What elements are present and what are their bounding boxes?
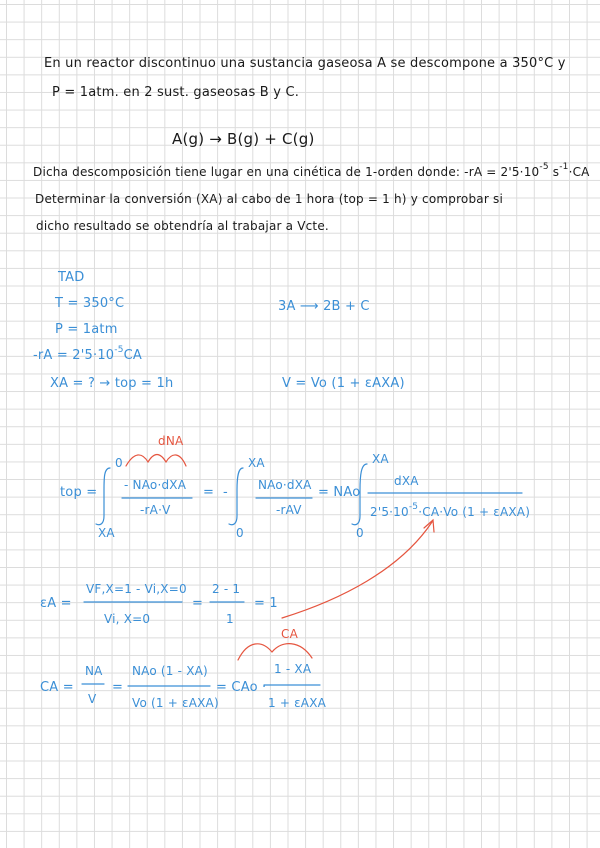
- data-rate: [33, 345, 143, 363]
- integral-1-denominator: -rA·V: [140, 503, 171, 517]
- integral-3-den-text: 2'5·10: [370, 505, 409, 519]
- integral-equals-2: = NAo: [318, 485, 361, 500]
- concentration-equals-1: =: [112, 680, 124, 695]
- epsilon-denominator-2: 1: [226, 612, 234, 626]
- statement-line-1: En un reactor discontinuo una sustancia gaseosa A se descompone a 350°C y: [44, 56, 566, 71]
- statement-line-3: [33, 162, 590, 179]
- integral-3-lower: 0: [356, 526, 364, 540]
- epsilon-result: = 1: [254, 596, 278, 611]
- integral-3-den-tail: ·CA·Vo (1 + εAXA): [418, 505, 531, 519]
- statement-line-4: Determinar la conversión (XA) al cabo de 1 hora (top = 1 h) y comprobar si: [35, 192, 503, 206]
- integral-2-lower: 0: [236, 526, 244, 540]
- integral-3-upper: XA: [372, 452, 389, 466]
- integral-1-lower: XA: [98, 526, 115, 540]
- concentration-numerator-2: NAo (1 - XA): [132, 664, 208, 678]
- concentration-lhs: CA =: [40, 680, 74, 695]
- integral-2-numerator: NAo·dXA: [258, 478, 312, 492]
- statement-line-5: dicho resultado se obtendría al trabajar a Vcte.: [36, 219, 329, 233]
- data-rate-exp: -5: [114, 345, 124, 355]
- concentration-denominator-2: Vo (1 + εAXA): [132, 696, 219, 710]
- integral-1-upper: 0: [115, 456, 123, 470]
- epsilon-denominator: Vi, X=0: [104, 612, 151, 626]
- concentration-denominator-1: V: [88, 692, 97, 706]
- data-rate-tail: CA: [123, 348, 143, 363]
- note-ca: CA: [281, 627, 298, 641]
- reaction-equation: A(g) → B(g) + C(g): [172, 130, 315, 148]
- integral-2-upper: XA: [248, 456, 265, 470]
- integral-3-numerator: dXA: [394, 474, 419, 488]
- integral-3-den-exp: -5: [408, 502, 419, 512]
- epsilon-lhs: εA =: [40, 596, 72, 611]
- statement-line-3-exp: -5: [539, 162, 549, 172]
- data-reaction-alt: 3A ⟶ 2B + C: [278, 299, 370, 314]
- epsilon-equals: =: [192, 596, 204, 611]
- statement-line-3-end: ·CA: [568, 165, 590, 179]
- data-rate-text: -rA = 2'5·10: [33, 348, 115, 363]
- statement-line-2: P = 1atm. en 2 sust. gaseosas B y C.: [52, 85, 300, 100]
- integral-equals-1: =: [203, 485, 215, 500]
- integral-3-denominator: [370, 502, 531, 519]
- concentration-equals-2: = CAo ·: [216, 680, 267, 695]
- statement-line-3-tail-exp: -1: [559, 162, 569, 172]
- data-pressure: P = 1atm: [55, 322, 118, 337]
- concentration-denominator-3: 1 + εAXA: [268, 696, 327, 710]
- data-volume: V = Vo (1 + εAXA): [282, 376, 405, 391]
- integral-1-numerator: - NAo·dXA: [124, 478, 187, 492]
- concentration-numerator-1: NA: [85, 664, 103, 678]
- integral-2-denominator: -rAV: [276, 503, 302, 517]
- data-conversion: XA = ? → top = 1h: [50, 376, 174, 391]
- integral-sign: -: [223, 485, 228, 500]
- epsilon-numerator: VF,X=1 - Vi,X=0: [86, 582, 187, 596]
- statement-line-3-tail: s: [552, 165, 560, 179]
- data-tad: TAD: [58, 270, 85, 285]
- epsilon-numerator-2: 2 - 1: [212, 582, 241, 596]
- note-dna: dNA: [158, 434, 184, 448]
- statement-line-3-text: Dicha descomposición tiene lugar en una cinética de 1-orden donde: -rA = 2'5·10: [33, 165, 540, 179]
- concentration-numerator-3: 1 - XA: [274, 662, 312, 676]
- integral-top-label: top =: [60, 485, 98, 500]
- data-temperature: T = 350°C: [55, 296, 125, 311]
